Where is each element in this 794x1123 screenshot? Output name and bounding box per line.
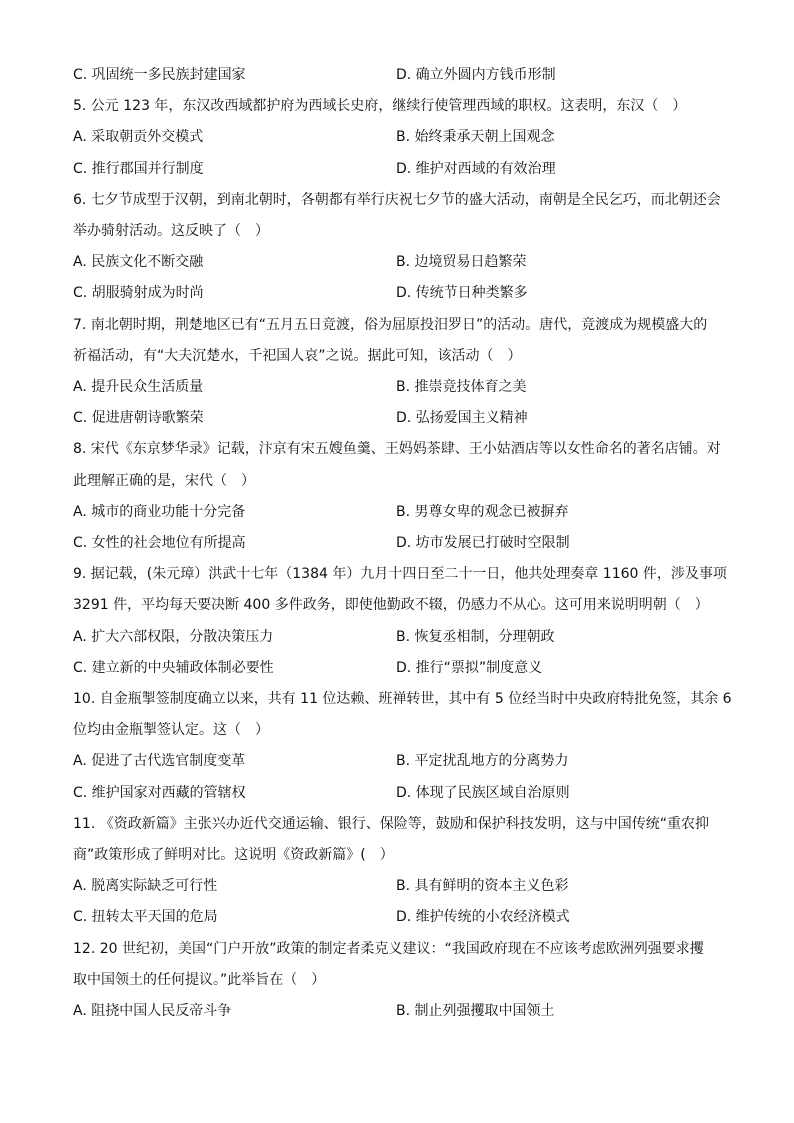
question-stem-line: 取中国领土的任何提议。”此举旨在（ ）: [73, 971, 326, 988]
answer-options-row: [73, 875, 723, 897]
answer-option: C. 维护国家对西藏的管辖权: [73, 784, 246, 801]
answer-option: A. 城市的商业功能十分完备: [73, 503, 246, 520]
answer-options-row: [73, 376, 723, 398]
answer-option: A. 脱离实际缺乏可行性: [73, 878, 218, 895]
answer-options-row: [73, 906, 723, 928]
question-stem-line: 10. 自金瓶掣签制度确立以来，共有 11 位达赖、班禅转世，其中有 5 位经当时中央政府特批免签，其余 6: [73, 691, 732, 707]
question-stem-line: 此理解正确的是，宋代（ ）: [73, 472, 255, 489]
answer-option: A. 提升民众生活质量: [73, 379, 204, 395]
answer-options-row: [73, 158, 723, 180]
answer-options-row: [73, 750, 723, 772]
answer-options-row: [73, 251, 723, 273]
question-stem-line: 6. 七夕节成型于汉朝，到南北朝时，各朝都有举行庆祝七夕节的盛大活动，南朝是全民乞巧，而北朝还会: [73, 191, 721, 208]
answer-options-row: [73, 1000, 723, 1022]
question-stem-line: 9. 据记载，(朱元璋）洪武十七年（1384 年）九月十四日至二十一日，他共处理奏章 1160 件，涉及事项: [73, 566, 727, 583]
answer-option: B. 男尊女卑的观念已被摒弃: [396, 503, 569, 520]
answer-option: A. 扩大六部权限，分散决策压力: [73, 628, 274, 645]
answer-option: B. 具有鲜明的资本主义色彩: [396, 878, 569, 895]
answer-option: C. 促进唐朝诗歌繁荣: [73, 410, 204, 427]
answer-option: D. 维护传统的小农经济模式: [396, 909, 570, 926]
answer-option: D. 弘扬爱国主义精神: [396, 410, 528, 427]
question-stem-line: 3291 件，平均每天要决断 400 多件政务，即使他勤政不辍，仍感力不从心。这可用来说明明朝（ ）: [73, 597, 709, 614]
answer-option: B. 推崇竞技体育之美: [396, 379, 527, 395]
answer-option: A. 采取朝贡外交模式: [73, 129, 204, 146]
answer-option: A. 阻挠中国人民反帝斗争: [73, 1003, 232, 1019]
answer-option: B. 恢复丞相制，分理朝政: [396, 628, 555, 645]
answer-option: D. 确立外圆内方钱币形制: [396, 67, 556, 83]
answer-option: D. 维护对西域的有效治理: [396, 160, 556, 177]
answer-option: B. 边境贸易日趋繁荣: [396, 254, 527, 271]
answer-option: A. 民族文化不断交融: [73, 254, 204, 271]
answer-options-row: [73, 782, 723, 804]
answer-options-row: [73, 407, 723, 429]
answer-option: C. 巩固统一多民族封建国家: [73, 67, 246, 83]
question-stem-line: 8. 宋代《东京梦华录》记载，汴京有宋五嫂鱼羹、王妈妈茶肆、王小姑酒店等以女性命名的著名店铺。对: [73, 441, 721, 458]
question-stem-line: 举办骑射活动。这反映了（ ）: [73, 223, 269, 239]
answer-option: A. 促进了古代选官制度变革: [73, 753, 246, 770]
answer-option: C. 女性的社会地位有所提高: [73, 535, 246, 551]
answer-option: C. 胡服骑射成为时尚: [73, 285, 204, 302]
answer-options-row: [73, 126, 723, 148]
answer-option: D. 传统节日种类繁多: [396, 285, 528, 302]
answer-options-row: [73, 657, 723, 679]
question-stem-line: 11. 《资政新篇》主张兴办近代交通运输、银行、保险等，鼓励和保护科技发明，这与中国传统“重农抑: [73, 815, 709, 832]
question-stem-line: 商”政策形成了鲜明对比。这说明《资政新篇》( ）: [73, 847, 394, 863]
answer-option: B. 平定扰乱地方的分离势力: [396, 753, 569, 770]
question-stem-line: 7. 南北朝时期，荆楚地区已有“五月五日竞渡，俗为屈原投汨罗日”的活动。唐代，竞渡成为规模盛大的: [73, 316, 708, 333]
answer-options-row: [73, 501, 723, 523]
answer-option: C. 推行郡国并行制度: [73, 160, 204, 177]
answer-options-row: [73, 282, 723, 304]
answer-option: B. 始终秉承天朝上国观念: [396, 129, 555, 146]
answer-option: C. 扭转太平天国的危局: [73, 909, 218, 926]
question-stem-line: 祈福活动，有“大夫沉楚水，千祀国人哀”之说。据此可知，该活动（ ）: [73, 347, 522, 364]
answer-options-row: [73, 64, 723, 86]
answer-options-row: [73, 626, 723, 648]
answer-option: D. 坊市发展已打破时空限制: [396, 535, 570, 551]
question-stem-line: 位均由金瓶掣签认定。这（ ）: [73, 722, 269, 739]
answer-option: C. 建立新的中央辅政体制必要性: [73, 659, 274, 676]
answer-option: D. 推行“票拟”制度意义: [396, 659, 543, 676]
question-stem-line: 5. 公元 123 年，东汉改西域都护府为西域长史府，继续行使管理西域的职权。这表明，东汉（ ）: [73, 98, 687, 115]
answer-options-row: [73, 532, 723, 554]
answer-option: B. 制止列强攫取中国领土: [396, 1003, 555, 1019]
answer-option: D. 体现了民族区域自治原则: [396, 784, 570, 801]
question-stem-line: 12. 20 世纪初，美国“门户开放”政策的制定者柔克义建议：“我国政府现在不应该考虑欧洲列强要求攫: [73, 940, 704, 957]
